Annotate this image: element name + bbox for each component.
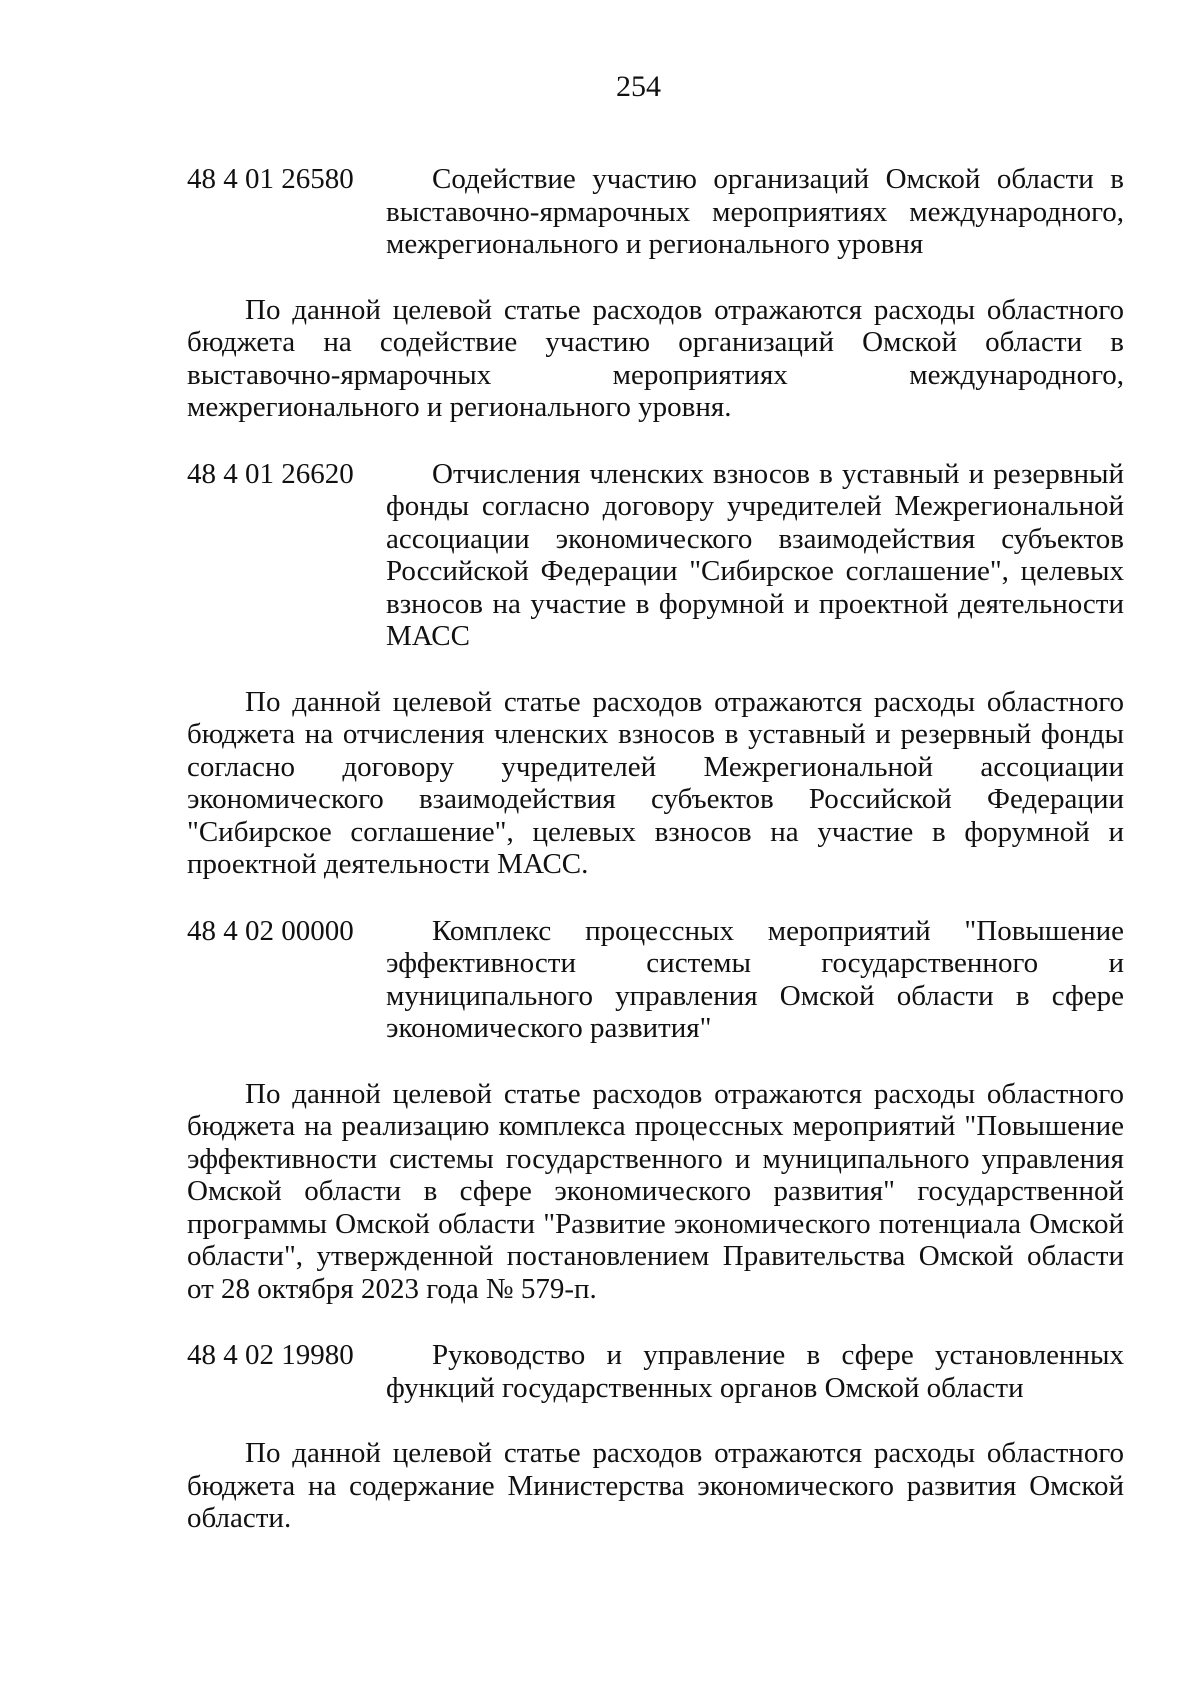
entry-heading xyxy=(187,163,1124,261)
entry-code: 48 4 01 26580 xyxy=(187,163,354,195)
budget-entry xyxy=(187,1339,1124,1535)
page-number: 254 xyxy=(616,70,661,103)
entry-heading xyxy=(187,458,1124,653)
entry-code: 48 4 02 19980 xyxy=(187,1339,354,1371)
entry-code: 48 4 01 26620 xyxy=(187,457,354,490)
spacer xyxy=(187,1404,1124,1437)
budget-entry xyxy=(187,915,1124,1306)
spacer xyxy=(187,881,1124,915)
budget-entry xyxy=(187,163,1124,424)
entry-title: Отчисления членских взносов в уставный и резервный фонды согласно договору учредителей Межрегиональной ассоциации экономического взаимодействия субъектов Российской Федерации "Сибирское соглашение", целевых взносов на участие в форумной и проектной деятельности МАСС xyxy=(386,457,1124,652)
entry-title: Содействие участию организаций Омской области в выставочно-ярмарочных мероприятиях международного, межрегионального и регионального уровня xyxy=(386,163,1124,260)
entry-title: Комплекс процессных мероприятий "Повышение эффективности системы государственного и муниципального управления Омской области в сфере экономического развития" xyxy=(386,914,1124,1044)
entry-code: 48 4 02 00000 xyxy=(187,914,354,947)
document-body xyxy=(187,163,1124,1535)
entry-title: Руководство и управление в сфере установленных функций государственных органов Омской области xyxy=(386,1339,1124,1404)
entry-heading xyxy=(187,1339,1124,1404)
spacer xyxy=(187,1305,1124,1339)
entry-description: По данной целевой статье расходов отражаются расходы областного бюджета на отчисления членских взносов в уставный и резервный фонды согласно договору учредителей Межрегиональной ассоциации экономического взаимодействия субъектов Российской Федерации "Сибирское соглашение", целевых взносов на участие в форумной и проектной деятельности МАСС. xyxy=(187,685,1124,880)
budget-entry xyxy=(187,458,1124,881)
spacer xyxy=(187,424,1124,458)
entry-description: По данной целевой статье расходов отражаются расходы областного бюджета на реализацию комплекса процессных мероприятий "Повышение эффективности системы государственного и муниципального управления Омской области в сфере экономического развития" государственной программы Омской области "Развитие экономического потенциала Омской области", утвержденной постановлением Правительства Омской области от 28 октября 2023 года № 579-п. xyxy=(187,1077,1124,1305)
entry-description: По данной целевой статье расходов отражаются расходы областного бюджета на содержание Министерства экономического развития Омской области. xyxy=(187,1437,1124,1534)
entry-description: По данной целевой статье расходов отражаются расходы областного бюджета на содействие участию организаций Омской области в выставочно-ярмарочных мероприятиях международного, межрегионального и регионального уровня. xyxy=(187,293,1124,423)
spacer xyxy=(187,1045,1124,1078)
entry-heading xyxy=(187,915,1124,1045)
spacer xyxy=(187,653,1124,686)
spacer xyxy=(187,261,1124,294)
